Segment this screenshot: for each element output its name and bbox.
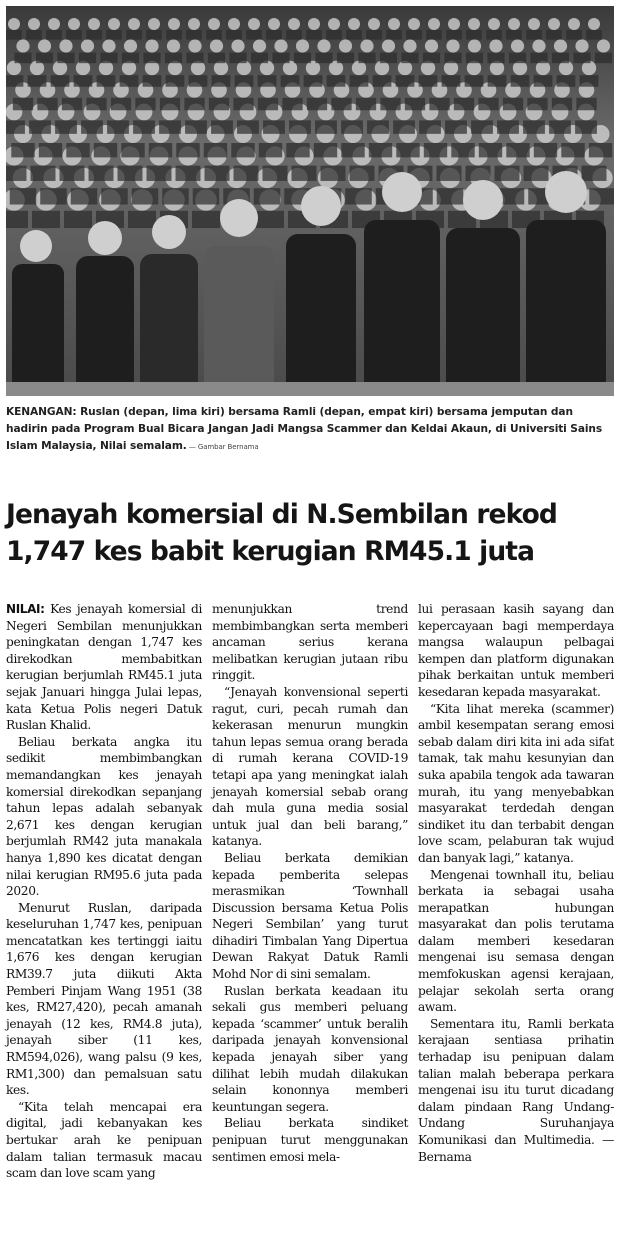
lead-text: Kes jenayah komersial di Negeri Sembilan menunjukkan peningkatan dengan 1,747 kes direkodkan membabitkan kerugian berjumlah RM45.1 juta sejak Januari hingga Julai lepas, kata Ketua Polis negeri Datuk Ruslan Khalid.	[6, 602, 202, 733]
caption-label: KENANGAN:	[6, 406, 77, 418]
photo-caption	[6, 404, 612, 456]
article-paragraph: Beliau berkata demikian kepada pemberita selepas merasmikan ‘Townhall Discussion bersama Ketua Polis Negeri Sembilan’ yang turut dihadiri Timbalan Yang Dipertua Dewan Rakyat Datuk Ramli Mohd Nor di sini semalam.	[212, 850, 408, 982]
dateline: NILAI:	[6, 602, 45, 616]
article-paragraph: Beliau berkata angka itu sedikit membimbangkan memandangkan kes jenayah komersial direkodkan sepanjang tahun lepas adalah sebanyak 2,671 kes dengan kerugian berjumlah RM42 juta manakala hanya 1,890 kes dicatat dengan nilai kerugian RM95.6 juta pada 2020.	[6, 734, 202, 899]
article-paragraph: “Jenayah konvensional seperti ragut, curi, pecah rumah dan kekerasan menurun mungkin tahun lepas semua orang berada di rumah kerana COVID-19 tetapi apa yang meningkat ialah jenayah komersial sebab orang dah mula guna media sosial untuk jual dan beli barang,” katanya.	[212, 684, 408, 849]
article-paragraph: “Kita lihat mereka (scammer) ambil kesempatan serang emosi sebab dalam diri kita ini ada sifat tamak, tak mahu kesunyian dan suka apabila tengok ada tawaran murah, itu yang menyebabkan masyarakat terdedah dengan sindiket itu dan terbabit dengan love scam, pelaburan tak wujud dan banyak lagi,” katanya.	[418, 701, 614, 865]
group-photo-image	[6, 6, 614, 396]
article-column-3	[418, 601, 614, 1165]
caption-text: Ruslan (depan, lima kiri) bersama Ramli (depan, empat kiri) bersama jemputan dan hadirin pada Program Bual Bicara Jangan Jadi Mangsa Scammer dan Keldai Akaun, di Universiti Sains Islam Malaysia, Nilai semalam.	[6, 406, 603, 452]
article-paragraph: menunjukkan trend membimbangkan serta memberi ancaman serius kerana melibatkan kerugian jutaan ribu ringgit.	[212, 602, 408, 683]
article-paragraph: Ruslan berkata keadaan itu sekali gus memberi peluang kepada ‘scammer’ untuk beralih daripada jenayah konvensional kepada jenayah siber yang dilihat lebih mudah dilakukan selain kononnya memberi keuntungan segera.	[212, 983, 408, 1114]
article-paragraph: lui perasaan kasih sayang dan kepercayaan bagi memperdaya mangsa walaupun pelbagai kempen dan platform digunakan pihak berkaitan untuk memberi kesedaran kepada masyarakat.	[418, 602, 614, 699]
article-column-1	[6, 601, 202, 1182]
article-paragraph: Sementara itu, Ramli berkata kerajaan sentiasa prihatin terhadap isu penipuan dalam talian malah beberapa perkara mengenai isu itu turut dicadang dalam pindaan Rang Undang-Undang Suruhanjaya Komunikasi dan Multimedia. — Bernama	[418, 1016, 614, 1164]
article-paragraph: Menurut Ruslan, daripada keseluruhan 1,747 kes, penipuan mencatatkan kes tertinggi iaitu 1,676 kes dengan kerugian RM39.7 juta diikuti Akta Pemberi Pinjam Wang 1951 (38 kes, RM27,420), pecah amanah jenayah (12 kes, RM4.8 juta), jenayah siber (11 kes, RM594,026), wang palsu (9 kes, RM1,300) dan pemalsuan satu kes.	[6, 900, 202, 1098]
article-paragraph	[6, 601, 202, 734]
article-paragraph: Beliau berkata sindiket penipuan turut menggunakan sentimen emosi mela-	[212, 1116, 408, 1164]
group-photo	[6, 6, 614, 396]
article-paragraph: “Kita telah mencapai era digital, jadi kebanyakan kes bertukar arah ke penipuan dalam talian termasuk macau scam dan love scam yang	[6, 1099, 202, 1181]
caption-credit: — Gambar Bernama	[186, 443, 259, 451]
article-paragraph: Mengenai townhall itu, beliau berkata ia sebagai usaha merapatkan hubungan masyarakat dan polis terutama dalam memberi kesedaran mengenai isu semasa dengan memfokuskan agensi kerajaan, pelajar sekolah serta orang awam.	[418, 867, 614, 1015]
article-column-2	[212, 601, 408, 1165]
headline: Jenayah komersial di N.Sembilan rekod 1,747 kes babit kerugian RM45.1 juta	[6, 499, 557, 567]
